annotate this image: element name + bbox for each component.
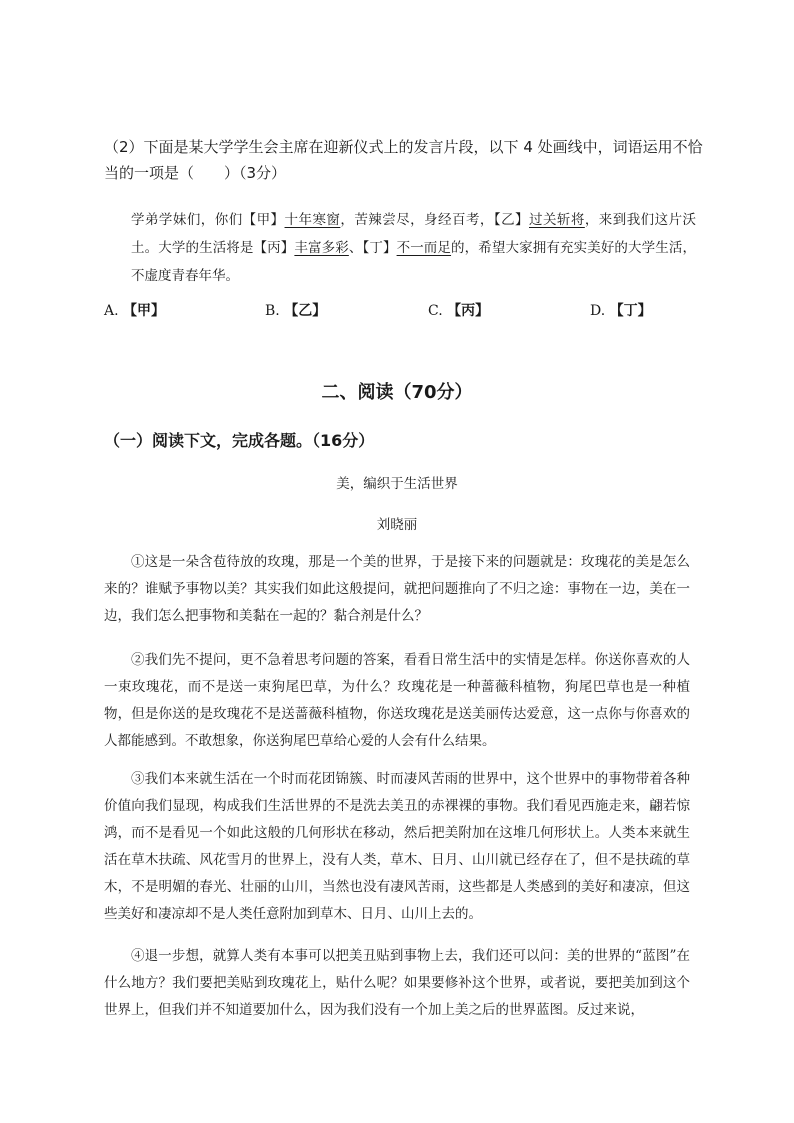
option-letter: C. (428, 303, 443, 319)
speech-excerpt (104, 206, 696, 290)
paragraph-text: ④退一步想，就算人类有本事可以把美丑贴到事物上去，我们还可以问：美的世界的“蓝图”在什么地方？我们要把美贴到玫瑰花上，贴什么呢？如果要修补这个世界，或者说，要把美加到这个世界上，但我们并不知道要加什么，因为我们没有一个加上美之后的世界蓝图。反过来说， (104, 948, 690, 1018)
option-text: 【乙】 (284, 303, 327, 319)
speech-text: 的，希望大家拥有充实美好的大学生活，不虚度青春年华。 (131, 240, 697, 284)
underlined-phrase-ding: 不一而足 (396, 240, 452, 256)
article-title: 美，编织于生活世界 (336, 476, 458, 492)
subsection-title: （一）阅读下文，完成各题。（16分） (104, 431, 375, 450)
question-2-prompt: （2）下面是某大学学生会主席在迎新仪式上的发言片段，以下 4 处画线中，词语运用不恰当的一项是（ ）（3分） (104, 138, 703, 182)
option-a[interactable] (104, 300, 165, 320)
paragraph-text: ①这是一朵含苞待放的玫瑰，那是一个美的世界，于是接下来的问题就是：玫瑰花的美是怎么来的？谁赋予事物以美？其实我们如此这般提问，就把问题推向了不归之途：事物在一边，美在一边，我们怎么把事物和美黏在一起的？黏合剂是什么？ (104, 554, 690, 624)
option-letter: D. (590, 303, 606, 319)
speech-text: 、【丁】 (348, 240, 397, 256)
paragraph-text: ③我们本来就生活在一个时而花团锦簇、时而凄风苦雨的世界中，这个世界中的事物带着各种价值向我们显现，构成我们生活世界的不是洗去美丑的赤裸裸的事物。我们看见西施走来，翩若惊鸿，而不是看见一个如此这般的几何形状在移动，然后把美附加在这堆几何形状上。人类本来就生活在草木扶疏、风花雪月的世界上，没有人类，草木、日月、山川就已经存在了，但不是扶疏的草木，不是明媚的春光、壮丽的山川，当然也没有凄风苦雨，这些都是人类感到的美好和凄凉，但这些美好和凄凉却不是人类任意附加到草木、日月、山川上去的。 (104, 771, 690, 922)
option-letter: B. (265, 303, 280, 319)
speech-text: ，苦辣尝尽，身经百考，【乙】 (340, 212, 529, 228)
speech-text: ，来到我们这片沃土。大学的生活将是【丙】 (131, 212, 697, 256)
option-c[interactable] (428, 300, 489, 320)
article-paragraph-2 (104, 647, 690, 755)
paragraph-text: ②我们先不提问，更不急着思考问题的答案，看看日常生活中的实情是怎样。你送你喜欢的人一束玫瑰花，而不是送一束狗尾巴草，为什么？玫瑰花是一种蔷薇科植物，狗尾巴草也是一种植物，但是你送的是玫瑰花不是送蔷薇科植物，你送玫瑰花是送美丽传达爱意，这一点你与你喜欢的人都能感到。不敢想象，你送狗尾巴草给心爱的人会有什么结果。 (104, 652, 690, 749)
underlined-phrase-bing: 丰富多彩 (294, 240, 349, 256)
speech-text: 学弟学妹们，你们【甲】 (131, 212, 285, 228)
option-d[interactable] (590, 300, 652, 320)
option-text: 【丙】 (447, 303, 490, 319)
article-paragraph-4 (104, 943, 690, 1024)
option-letter: A. (104, 303, 119, 319)
underlined-phrase-yi: 过关斩将 (529, 212, 585, 228)
section-title: 二、阅读（70分） (321, 382, 473, 403)
article-paragraph-1 (104, 549, 690, 630)
option-text: 【丁】 (609, 303, 652, 319)
article-author: 刘晓丽 (376, 517, 418, 533)
option-text: 【甲】 (123, 303, 166, 319)
article-paragraph-3 (104, 766, 690, 928)
option-b[interactable] (265, 300, 326, 320)
underlined-phrase-jia: 十年寒窗 (284, 212, 341, 228)
